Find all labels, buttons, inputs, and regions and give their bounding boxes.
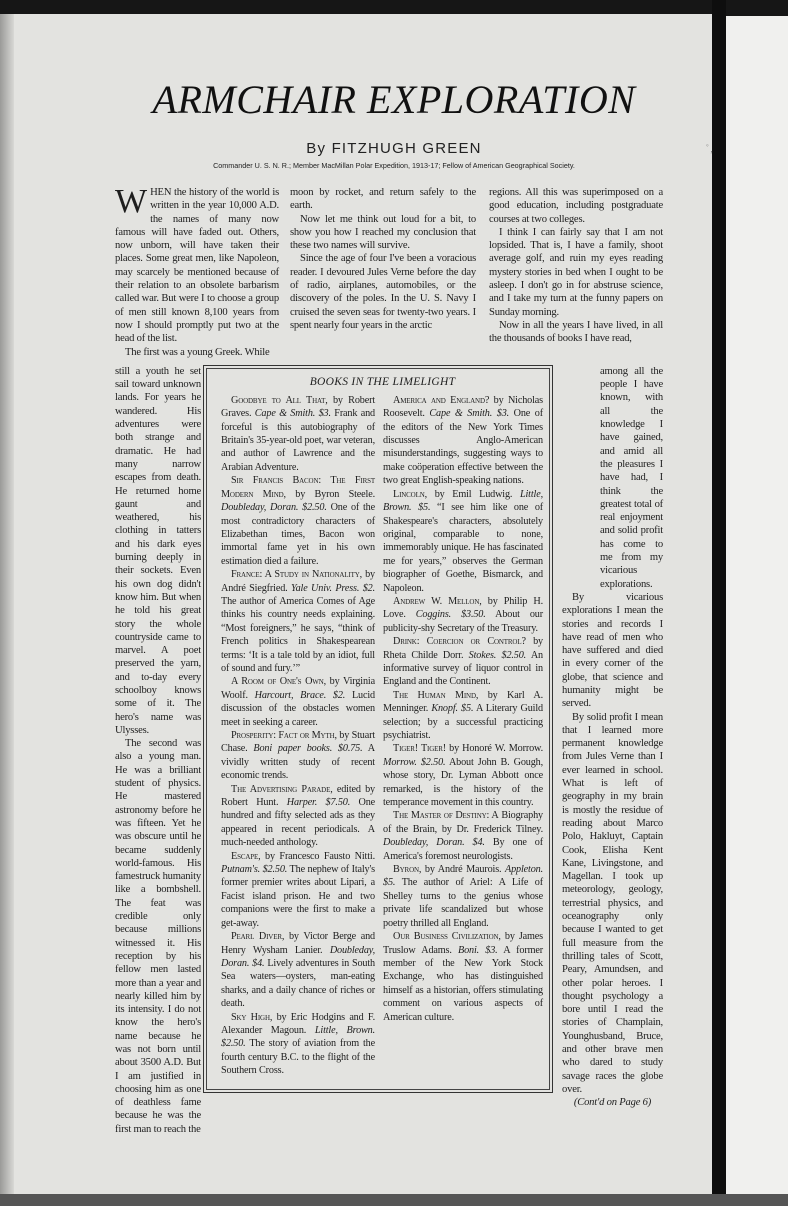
book-entry (221, 850, 375, 930)
book-author: , by André Siegfried. (221, 569, 376, 594)
book-entry (383, 635, 543, 689)
continued-note: (Cont'd on Page 6) (573, 1097, 652, 1109)
book-entry (221, 568, 375, 675)
article-body (115, 183, 663, 1136)
paragraph: Now in all the years I have lived, in all the thousands of books I have read, (489, 319, 663, 345)
author-credentials: Commander U. S. N. R.; Member MacMillan Polar Expedition, 1913-17; Fellow of American Geographical Society. (213, 161, 575, 170)
book-description: One of the editors of the New York Times discusses Anglo-American misunderstandings, suggesting ways to make coöperation effective between the two great English-speaking nations. (383, 408, 543, 487)
book-publisher: Cape & Smith. $3. (429, 408, 510, 420)
book-author: , by Eric Hodgins and F. Alexander Magoun. (221, 1011, 376, 1036)
book-publisher: Harper. $7.50. (286, 797, 351, 809)
book-title: Andrew W. Mellon (393, 595, 480, 607)
book-author: , by Emil Ludwig. (424, 488, 520, 500)
book-publisher: Putnam's. $2.50. (221, 864, 288, 876)
book-entry (221, 930, 375, 1010)
scan-right-edge (712, 0, 726, 1194)
paragraph: Now let me think out loud for a bit, to show you how I reached my conclusion that these two names will survive. (290, 213, 476, 252)
drop-cap: W (115, 183, 148, 220)
book-description: A vividly written study of recent economic trends. (221, 743, 375, 782)
book-title: Escape (231, 850, 259, 862)
book-description: The nephew of Italy's former premier writes about Lipari, a Facist island prison. He and two companions were the first to make a get-away. (221, 864, 376, 929)
book-description: The author of America Comes of Age thinks his country needs explaining. “Most foreigners,” he says, “think of French politics in Shakespearean terms: ‘It is a tale told by an idiot, full of sound and fury.’” (221, 595, 375, 674)
book-description: The story of aviation from the fourth century B.C. to the flight of the Southern Cross. (221, 1038, 375, 1077)
book-entry (221, 729, 375, 783)
book-publisher: Cape & Smith. $3. (254, 408, 331, 420)
column-3-top (489, 186, 663, 346)
book-author: Biography of the Brain, by Dr. Frederick Tilney. (383, 810, 543, 835)
book-publisher: Harcourt, Brace. $2. (254, 689, 346, 701)
book-title: Prosperity: Fact or Myth (231, 730, 335, 742)
book-entry (221, 1011, 375, 1078)
article-title: ARMCHAIR EXPLORATION (152, 77, 636, 122)
book-author: , by Stuart Chase. (221, 730, 376, 755)
paragraph: still a youth he set sail toward unknown lands. For years he wandered. His adventures were both strange and dramatic. He had many narrow escapes from death. He returned home gaunt and weathered, his clothing in tatters and his dark eyes burning deeply in their sockets. Even his own dog didn't know him. But when he told his great story the whole countryside came to marvel. A poet preserved the yarn, and to-day every schoolboy knows some of it. The hero's name was Ulysses. (115, 365, 201, 736)
bottom-columns (115, 365, 663, 1136)
sidebar-title: BOOKS IN THE LIMELIGHT (309, 375, 456, 388)
book-entry (383, 930, 543, 1024)
book-author: by Honoré W. Morrow. (446, 743, 543, 755)
book-title: Pearl Diver (231, 931, 282, 943)
book-title: Byron (393, 864, 419, 876)
book-description: A Literary Guild selection; by a successful practicing psychiatrist. (383, 703, 543, 742)
book-title: Sky High (231, 1011, 270, 1023)
book-entry (221, 675, 375, 729)
column-3-narrow (562, 365, 663, 1110)
paragraph: I think I can fairly say that I am not lopsided. That is, I have a family, shoot average golf, and ruin my eyes reading mystery stories in bed when I ought to be asleep. I don't go in for abstruse science, and I take my turn at the funny papers on Sunday morning. (489, 226, 663, 318)
book-description: About John B. Gough, whose story, Dr. Lyman Abbott once remarked, is the history of the temperance movement in this country. (383, 756, 543, 809)
book-description: The author of Ariel: A Life of Shelley turns to the genius whose private life scandalized but whose poetry thrilled all England. (383, 877, 543, 929)
sidebar-left-column (221, 394, 375, 1078)
book-description: Lively adventures in South Sea waters—oysters, man-eating sharks, and a daily chance of riches or death. (221, 957, 375, 1010)
book-description: By one of America's foremost neurologists. (383, 837, 543, 862)
book-description: Lucid discussion of the obstacles women meet in seeking a career. (221, 689, 375, 728)
book-publisher: Appleton. $5. (383, 864, 543, 889)
book-description: About our publicity-shy Secretary of the Treasury. (383, 609, 543, 634)
book-publisher: Doubleday, Doran. $2.50. (221, 502, 327, 514)
paragraph: Since the age of four I've been a voracious reader. I devoured Jules Verne before the day of radio, airplanes, automobiles, or the discovery of the poles. In the U. S. Navy I cruised the seven seas for twenty-two years. I spent nearly four years in the arctic (290, 253, 476, 331)
books-sidebar-box (203, 365, 553, 1093)
book-title: The Master of Destiny: A (393, 810, 499, 822)
book-author: , by Francesco Fausto Nitti. (258, 850, 375, 862)
book-title: Our Business Civilization (393, 931, 499, 943)
book-entry (221, 474, 375, 568)
paragraph: moon by rocket, and return safely to the earth. (290, 187, 476, 212)
book-author: by Nicholas Roosevelt. (383, 394, 543, 420)
book-entry (383, 595, 543, 635)
paragraph: By solid profit I mean that I learned more permanent knowledge from Jules Verne than I ever learned in school. What is left of geography in my brain is mostly the residue of reading about Marco Polo, Hakluyt, Captain Cook, Elisha Kent Kane, Livingstone, and Magellan. I took up meteorology, geology, terrestrial physics, and oceanography only because I wanted to get full measure from the thrilling tales of Scott, Peary, Amundsen, and other polar heroes. I thought psychology a bore until I read the stories of Champlain, Younghusband, Bruce, and other brave men who dared to study savage races the globe over. (562, 711, 663, 1095)
book-author: , by James Truslow Adams. (383, 931, 543, 956)
book-publisher: Little, Brown. $2.50. (221, 1024, 375, 1050)
paragraph: The first was a young Greek. While (125, 346, 270, 358)
sidebar-right-column (383, 394, 543, 1024)
book-entry (221, 394, 375, 474)
book-description: An informative survey of liquor control in England and the Continent. (383, 649, 543, 688)
book-publisher: Boni paper books. $0.75. (253, 743, 363, 755)
paragraph: The second was also a young man. He was a brilliant student of physics. He mastered astronomy before he was fifteen. Yet he was obscure until he became suddenly world-famous. His famestruck humanity like a bombshell. The feat was credible only because millions witnessed it. His reception by his fellow men lasted more than a year and nearly killed him by its intensity. I do not know the hero's name because he was not born until about 3500 A.D. But I am justified in choosing him as one of deathless fame because he was the first man to reach the (115, 738, 201, 1135)
book-title: Tiger! Tiger! (393, 743, 447, 755)
column-1-top (115, 183, 279, 359)
book-author: by Rheta Childe Dorr. (383, 636, 543, 661)
book-author: , by Philip H. Love. (383, 595, 543, 621)
book-author: , by Virginia Woolf. (221, 676, 375, 701)
scan-background (726, 16, 788, 1194)
top-columns (115, 183, 663, 359)
book-description: “I see him like one of Shakespeare's characters, absolutely original, comparable to none, immemorably unique. He has fascinated me for years,” observes the German biographer of Goethe, Bismarck, and Napoleon. (383, 502, 544, 594)
book-entry (221, 783, 375, 850)
book-author: , by Byron Steele. (283, 488, 375, 500)
book-description: Frank and forceful is this autobiography of Britain's 35-year-old poet, war veteran, and author of Lawrence and the Arabian Adventure. (221, 408, 375, 473)
paragraph: By vicarious explorations I mean the stories and records I have read of men who have suffered and died in every corner of the globe, that science and humanity might be served. (562, 591, 663, 710)
book-title: The Advertising Parade (231, 783, 331, 795)
book-publisher: Knopf. $5. (431, 703, 474, 715)
book-title: France: A Study in Nationality (231, 569, 360, 581)
paragraph: regions. All this was superimposed on a good education, including postgraduate courses at two colleges. (489, 187, 663, 225)
book-publisher: Boni. $3. (458, 944, 498, 956)
column-2-top (290, 186, 476, 332)
book-author: , by Robert Graves. (221, 394, 376, 420)
book-publisher: Little, Brown. $5. (383, 488, 543, 514)
book-publisher: Yale Univ. Press. $2. (291, 582, 375, 594)
sidebar-columns (221, 394, 544, 1078)
book-entry (383, 809, 543, 863)
book-publisher: Coggins. $3.50. (415, 609, 486, 621)
article-byline: By FITZHUGH GREEN (306, 140, 482, 157)
smudge-mark: ﾟ, (706, 144, 713, 154)
book-title: Sir Francis Bacon: The First Modern Mind (221, 475, 375, 500)
book-entry (383, 394, 543, 488)
book-entry (383, 742, 543, 809)
book-author: , by Victor Berge and Henry Wysham Lanier. (221, 931, 375, 956)
book-publisher: Doubleday, Doran. $4. (383, 837, 485, 849)
book-author: , edited by Robert Hunt. (221, 783, 375, 809)
book-title: America and England? (393, 394, 490, 406)
book-description: A former member of the New York Stock Exchange, who has distinguished himself as a historian, offers stimulating comment on various aspects of American culture. (383, 944, 543, 1023)
column-1-narrow (115, 365, 201, 1136)
book-title: The Human Mind (393, 689, 476, 701)
paragraph: HEN the history of the world is written in the year 10,000 A.D. the names of many now famous will have faded out. Others, now unborn, will have taken their places. Some great men, like Napoleon, may scarcely be mentioned because of their relation to an obsolete barbarism called war. But were I to choose a group of men still known 8,100 years from now I should promptly put two at the head of the list. (115, 187, 279, 345)
paragraph: among all the people I have known, with all the knowledge I have gained, and amid all the pleasures I have had, I think the greatest total of real enjoyment and solid profit has come to me from my vicarious explorations. (600, 365, 663, 590)
book-entry (383, 689, 543, 743)
book-title: Drink: Coercion or Control? (393, 636, 526, 648)
book-description: One hundred and fifty selected ads as they appeared in recent periodicals. A much-needed anthology. (221, 797, 376, 849)
book-entry (383, 863, 543, 930)
book-title: A Room of One's Own (231, 676, 324, 688)
book-title: Goodbye to All That (231, 394, 326, 406)
book-description: One of the most contradictory characters of Elizabethan times, Bacon won immortal fame yet in his own estimation died a failure. (221, 502, 375, 567)
book-entry (383, 488, 543, 595)
book-title: Lincoln (393, 488, 425, 500)
book-author: , by André Maurois. (418, 864, 506, 876)
book-author: , by Karl A. Menninger. (383, 689, 543, 715)
book-publisher: Doubleday, Doran. $4. (221, 944, 375, 969)
scan-bottom-edge (0, 1194, 788, 1206)
book-publisher: Morrow. $2.50. (383, 756, 446, 768)
book-publisher: Stokes. $2.50. (468, 649, 527, 661)
